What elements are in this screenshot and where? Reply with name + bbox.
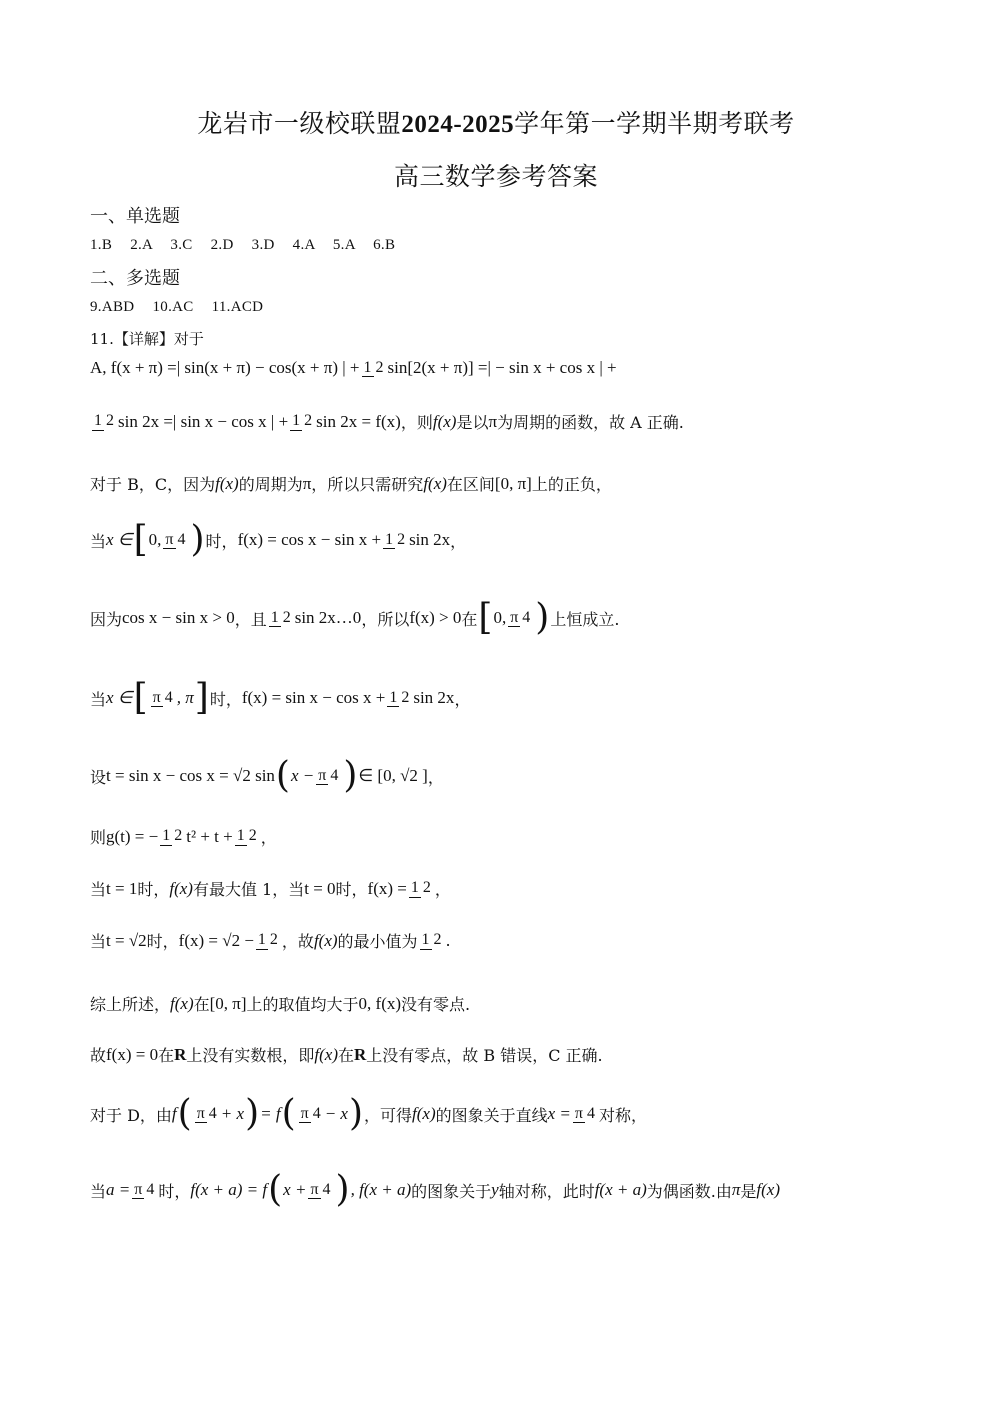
- case1-comma: ，: [450, 531, 467, 551]
- d-f-1: f: [171, 1104, 177, 1123]
- sum-text-1: 综上所述，: [90, 995, 171, 1014]
- max-fx: f(x): [169, 878, 193, 898]
- max-fx-eq: f(x) =: [367, 878, 407, 898]
- e-text-4: 轴对称，此时: [498, 1181, 595, 1201]
- fraction-denominator: 2: [106, 412, 114, 430]
- min-t: t = √2: [106, 930, 147, 950]
- d-text-1: 对于 D，由: [90, 1105, 172, 1125]
- fraction-denominator: 4: [164, 688, 173, 706]
- min-expr: f(x) = √2 −: [178, 930, 254, 950]
- option-a-text-2: 是以: [456, 413, 489, 432]
- bracket-right: ]: [194, 677, 209, 718]
- paren-left: (: [275, 755, 290, 796]
- sub-expr-1: t = sin x − cos x = √2 sin: [106, 766, 275, 785]
- fraction-pi-over-4: [151, 689, 175, 708]
- fraction-denominator: 2: [433, 931, 442, 949]
- min-value-line: [90, 929, 920, 952]
- sum-interval: [0, π]: [209, 993, 247, 1013]
- option-a-fx: f(x): [432, 411, 457, 431]
- fraction-denominator: 4: [330, 766, 339, 784]
- fraction-numerator: π: [152, 688, 161, 706]
- case2-x-in: x ∈: [106, 688, 133, 707]
- option-a-expr-1: A, f(x + π) =| sin(x + π) − cos(x + π) | +: [90, 358, 360, 377]
- pos-expr-2: sin 2x…0: [294, 608, 362, 627]
- fraction-numerator: π: [165, 530, 174, 548]
- fraction-pi-over-4: [316, 767, 340, 786]
- sum-zero-fx: 0, f(x): [358, 993, 402, 1013]
- max-t1: t = 1: [106, 878, 138, 898]
- option-a-expr-3: sin 2x =| sin x − cos x | +: [118, 411, 289, 431]
- fraction-pi-over-4: [308, 1181, 332, 1200]
- fraction-denominator: 2: [282, 608, 291, 626]
- sum-text-3: 上的取值均大于: [246, 995, 359, 1014]
- pos-text-2: ，且: [234, 609, 267, 629]
- sum-text-2: 在: [193, 995, 210, 1014]
- concl-text-2: 在: [158, 1046, 175, 1065]
- d-x-eq: x =: [547, 1104, 571, 1123]
- option-d-line: [90, 1093, 920, 1134]
- fraction-numerator: 1: [94, 412, 102, 430]
- even-function-line: [90, 1169, 910, 1210]
- bracket-left: [: [133, 519, 148, 560]
- max-text-2: 时，: [137, 880, 170, 899]
- fraction-numerator: π: [574, 1104, 583, 1122]
- paren-right: ): [343, 755, 358, 796]
- fraction-denominator: 2: [422, 879, 431, 897]
- max-text-1: 当: [90, 880, 107, 899]
- bc-text-1: 对于 B，C，因为: [90, 475, 216, 494]
- fraction-denominator: 4: [146, 1180, 155, 1198]
- fraction-half: [409, 879, 433, 898]
- d-text-4: 对称，: [599, 1105, 648, 1125]
- fraction-denominator: 2: [401, 688, 410, 706]
- concl-text-3: 上没有实数根，即: [186, 1046, 315, 1065]
- paren-right: ): [190, 519, 205, 560]
- fraction-denominator: 4: [322, 1180, 331, 1198]
- fraction-pi-over-4: [508, 609, 532, 628]
- fraction-numerator: 1: [236, 827, 245, 845]
- e-a-eq: a =: [106, 1180, 131, 1199]
- option-a-expr-4: sin 2x = f(x): [316, 411, 401, 431]
- paren-right: ): [245, 1093, 260, 1134]
- d-text-2: ，可得: [364, 1105, 413, 1125]
- fraction-numerator: π: [310, 1180, 319, 1198]
- fraction-pi-over-4: [573, 1105, 597, 1124]
- positivity-line: [90, 597, 920, 638]
- summary-line: [90, 992, 920, 1015]
- option-a-expr-2: sin[2(x + π)] =| − sin x + cos x | +: [387, 358, 617, 377]
- page-subtitle: 高三数学参考答案: [393, 162, 598, 191]
- fraction-denominator: 4: [522, 608, 531, 626]
- fraction-half: [160, 827, 184, 846]
- pos-expr-1: cos x − sin x > 0: [122, 608, 235, 627]
- concl-r-2: R: [354, 1044, 367, 1064]
- solution-intro-line: [90, 328, 920, 349]
- concl-text-1: 故: [90, 1046, 107, 1065]
- case1-x-in: x ∈: [106, 530, 133, 549]
- title-prefix: 龙岩市一级校联盟: [197, 109, 402, 138]
- e-text-5: 为偶函数.由: [646, 1181, 732, 1201]
- fraction-numerator: 1: [270, 608, 279, 626]
- fraction-numerator: π: [510, 608, 519, 626]
- d-plus-x: + x: [220, 1104, 245, 1123]
- case1-sin2x: sin 2x: [409, 530, 451, 549]
- concl-r-1: R: [174, 1044, 187, 1064]
- max-value-line: [90, 877, 920, 900]
- case2-sin2x: sin 2x: [413, 688, 455, 707]
- paren-right: ): [535, 597, 550, 638]
- sum-fx: f(x): [170, 993, 194, 1013]
- fraction-half: [92, 412, 116, 431]
- fraction-numerator: 1: [389, 688, 398, 706]
- option-bc-intro: [90, 472, 920, 495]
- fraction-pi-over-4: [299, 1105, 323, 1124]
- fraction-numerator: π: [196, 1104, 205, 1122]
- paren-right: ): [348, 1093, 364, 1134]
- pos-expr-3: f(x) > 0: [409, 608, 462, 627]
- fraction-numerator: 1: [292, 412, 301, 430]
- bc-text-4: 在区间: [446, 475, 495, 494]
- fraction-pi-over-4: [132, 1181, 156, 1200]
- fraction-denominator: 2: [397, 530, 406, 548]
- fraction-denominator: 4: [208, 1104, 217, 1122]
- paren-left: (: [268, 1169, 283, 1210]
- min-text-3: ，故: [281, 932, 314, 951]
- case2-text-1: 当: [90, 689, 107, 709]
- concl-text-4: 在: [338, 1046, 355, 1065]
- concl-eq: f(x) = 0: [106, 1044, 159, 1064]
- fraction-denominator: 2: [248, 827, 257, 845]
- bc-fx-1: f(x): [215, 473, 239, 493]
- bc-pi: π: [302, 473, 312, 493]
- option-a-line-2: [90, 410, 920, 433]
- fraction-numerator: π: [300, 1104, 309, 1122]
- d-eq-f: = f: [260, 1104, 281, 1123]
- g-text-1: 则: [90, 828, 107, 847]
- option-a-line-1: [90, 358, 920, 378]
- d-text-3: 的图象关于直线: [435, 1105, 548, 1125]
- pos-text-4: 在: [461, 609, 478, 629]
- min-fx: f(x): [313, 930, 338, 950]
- concl-fx: f(x): [314, 1044, 338, 1064]
- fraction-numerator: π: [134, 1180, 143, 1198]
- e-y: y: [491, 1180, 499, 1199]
- page-title: [0, 104, 992, 140]
- case1-expr: f(x) = cos x − sin x +: [237, 530, 382, 549]
- fraction-half: [269, 609, 293, 628]
- sub-comma: ，: [427, 767, 444, 787]
- concl-text-5: 上没有零点，故 B 错误，C 正确.: [366, 1046, 603, 1065]
- option-a-text-1: ，则: [400, 413, 433, 432]
- fraction-numerator: 1: [363, 358, 372, 376]
- fraction-numerator: 1: [421, 931, 430, 949]
- pos-text-1: 因为: [90, 609, 123, 629]
- multiple-choice-answers: 9.ABD 10.AC 11.ACD: [90, 299, 264, 315]
- fraction-numerator: 1: [410, 879, 419, 897]
- fraction-denominator: 2: [375, 358, 384, 376]
- fraction-numerator: 1: [257, 931, 266, 949]
- paren-left: (: [281, 1093, 296, 1134]
- e-fxa-2: f(x + a): [594, 1180, 647, 1199]
- paren-right: ): [335, 1169, 350, 1210]
- title-years: 2024-2025: [401, 111, 515, 138]
- e-text-6: 是: [740, 1181, 757, 1201]
- d-fx: f(x): [412, 1104, 436, 1123]
- e-expr-1: f(x + a) = f: [190, 1180, 268, 1199]
- e-text-3: 的图象关于: [411, 1181, 492, 1201]
- bc-fx-2: f(x): [423, 473, 447, 493]
- single-choice-answers: 1.B 2.A 3.C 2.D 3.D 4.A 5.A 6.B: [90, 237, 396, 253]
- max-comma: ，: [434, 880, 451, 899]
- case1-text-2: 时，: [205, 531, 238, 551]
- bc-interval: [0, π]: [494, 473, 532, 493]
- option-a-text-3: 为周期的函数，故 A 正确.: [497, 413, 684, 432]
- pos-text-5: 上恒成立.: [550, 609, 620, 629]
- bracket-left: [: [133, 677, 148, 718]
- substitution-line: [90, 755, 920, 796]
- g-definition-line: [90, 825, 920, 848]
- fraction-denominator: 4: [587, 1104, 595, 1122]
- bracket-left: [: [478, 597, 493, 638]
- e-fx: f(x): [756, 1180, 780, 1199]
- pos-zero: 0,: [493, 608, 507, 627]
- bc-text-3: ，所以只需研究: [311, 475, 424, 494]
- e-text-2: 时，: [158, 1181, 191, 1201]
- max-text-3: 有最大值 1，当: [192, 880, 305, 899]
- sum-text-4: 没有零点.: [401, 995, 471, 1014]
- fraction-numerator: π: [318, 766, 327, 784]
- case1-zero: 0,: [148, 530, 162, 549]
- g-expr-1: g(t) = −: [106, 826, 159, 846]
- fraction-half: [256, 931, 280, 950]
- fraction-half: [387, 689, 411, 708]
- case2-comma: ，: [454, 689, 471, 709]
- fraction-pi-over-4: [163, 531, 187, 550]
- fraction-numerator: 1: [385, 530, 394, 548]
- min-text-2: 时，: [146, 932, 179, 951]
- case2-text-2: 时，: [209, 689, 242, 709]
- fraction-denominator: 2: [269, 931, 278, 949]
- fraction-denominator: 4: [177, 530, 186, 548]
- sub-range: ∈ [0, √2 ]: [358, 766, 428, 785]
- case-1-line: [90, 519, 920, 560]
- fraction-pi-over-4: [195, 1105, 219, 1124]
- d-minus-x: − x: [324, 1104, 348, 1123]
- min-period: .: [445, 931, 451, 950]
- g-comma: ，: [260, 828, 277, 847]
- section-single-choice-heading: 一、单选题: [90, 206, 180, 227]
- min-text-4: 的最小值为: [337, 932, 418, 951]
- case-2-line: [90, 677, 920, 718]
- case2-expr: f(x) = sin x − cos x +: [241, 688, 386, 707]
- option-a-pi: π: [488, 411, 498, 431]
- e-fxa-1: , f(x + a): [350, 1180, 412, 1199]
- bc-text-2: 的周期为: [238, 475, 303, 494]
- sub-expr-2: x −: [290, 766, 315, 785]
- fraction-denominator: 2: [174, 827, 183, 845]
- fraction-half: [290, 412, 314, 431]
- sub-text-1: 设: [90, 767, 107, 787]
- e-x-plus: x +: [283, 1180, 307, 1199]
- paren-left: (: [177, 1093, 192, 1134]
- fraction-denominator: 2: [304, 412, 313, 430]
- max-text-4: 时，: [335, 880, 368, 899]
- fraction-half: [362, 359, 386, 378]
- solution-intro: 11.【详解】对于: [90, 330, 204, 348]
- case2-pi: , π: [176, 688, 194, 707]
- section-multiple-choice-heading: 二、多选题: [90, 268, 180, 289]
- g-expr-2: t² + t +: [186, 826, 233, 846]
- pos-text-3: ，所以: [361, 609, 410, 629]
- conclusion-line: [90, 1043, 920, 1066]
- e-text-1: 当: [90, 1181, 107, 1201]
- min-text-1: 当: [90, 932, 107, 951]
- max-t0: t = 0: [304, 878, 336, 898]
- fraction-half: [235, 827, 259, 846]
- case1-text-1: 当: [90, 531, 107, 551]
- fraction-numerator: 1: [162, 827, 171, 845]
- bc-text-5: 上的正负，: [531, 475, 612, 494]
- fraction-half: [420, 931, 444, 950]
- fraction-half: [383, 531, 407, 550]
- e-pi: π: [731, 1180, 741, 1199]
- fraction-denominator: 4: [312, 1104, 321, 1122]
- title-suffix: 学年第一学期半期考联考: [514, 109, 795, 138]
